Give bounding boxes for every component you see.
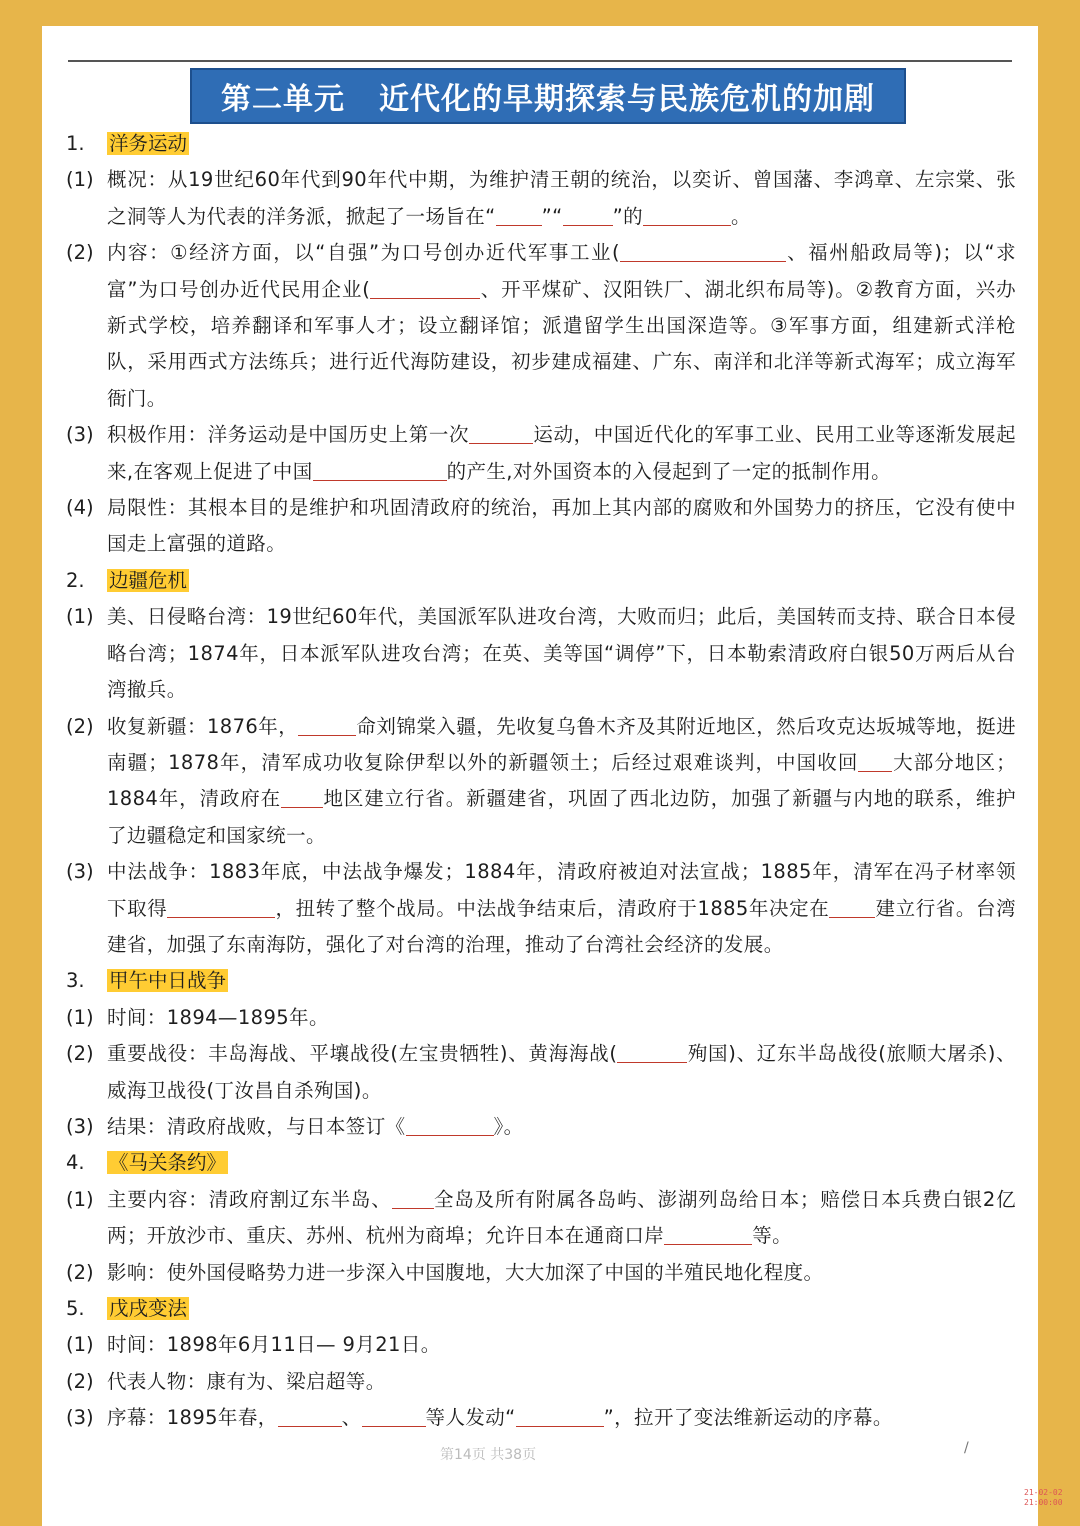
item-text — [107, 1327, 1016, 1363]
item-number: (3) — [66, 1406, 94, 1430]
text-segment: 地区建立行省。新疆建省，巩固了西北边防，加强了新疆与内地的联系，维护了边疆稳定和国家统一。 — [107, 787, 1016, 847]
list-item — [66, 1000, 1016, 1036]
item-text — [107, 854, 1016, 963]
item-number: (1) — [66, 1005, 94, 1029]
list-item — [66, 709, 1016, 855]
item-text — [107, 162, 1016, 235]
item-text — [107, 1364, 1016, 1400]
list-item — [66, 162, 1016, 235]
text-segment: 等人发动“ — [425, 1406, 516, 1430]
fill-blank[interactable] — [829, 895, 875, 918]
item-text — [107, 417, 1016, 490]
text-segment: 内容：①经济方面，以“自强”为口号创办近代军事工业( — [107, 241, 621, 265]
text-segment: ”“ — [541, 204, 563, 228]
text-segment: 影响：使外国侵略势力进一步深入中国腹地，大大加深了中国的半殖民地化程度。 — [107, 1260, 824, 1284]
fill-blank[interactable] — [469, 421, 533, 444]
item-text — [107, 1109, 1016, 1145]
text-segment: 收复新疆：1876年， — [107, 714, 299, 738]
section-title: 边疆危机 — [109, 568, 188, 592]
text-segment: 局限性：其根本目的是维护和巩固清政府的统治，再加上其内部的腐败和外国势力的挤压，它没有使中国走上富强的道路。 — [107, 496, 1016, 556]
section-heading — [66, 1291, 1016, 1327]
section-title: 《马关条约》 — [109, 1151, 227, 1175]
section-number: 3. — [66, 969, 85, 993]
fill-blank[interactable] — [278, 1404, 342, 1427]
unit-title-number: 第二单元 — [221, 82, 345, 117]
text-segment: ”，拉开了变法维新运动的序幕。 — [603, 1406, 893, 1430]
list-item — [66, 490, 1016, 563]
text-segment: 主要内容：清政府割辽东半岛、 — [107, 1187, 392, 1211]
page-mark: / — [964, 1440, 969, 1456]
text-segment: 》。 — [493, 1114, 524, 1138]
unit-title-text: 近代化的早期探索与民族危机的加剧 — [379, 82, 875, 117]
fill-blank[interactable] — [664, 1222, 752, 1245]
fill-blank[interactable] — [281, 785, 323, 808]
item-number: (4) — [66, 496, 94, 520]
item-number: (3) — [66, 860, 94, 884]
item-text — [107, 1036, 1016, 1109]
text-segment: 运动，中国近代化的军事工业、民用工业等逐渐发展起来,在客观上促进了中国 — [107, 423, 1016, 483]
fill-blank[interactable] — [858, 749, 892, 772]
text-segment: 殉国)、辽东半岛战役(旅顺大屠杀)、威海卫战役(丁汝昌自杀殉国)。 — [107, 1042, 1017, 1102]
section-title: 甲午中日战争 — [109, 969, 227, 993]
item-number: (2) — [66, 1260, 94, 1284]
unit-title — [190, 68, 906, 124]
fill-blank[interactable] — [516, 1404, 604, 1427]
list-item — [66, 1182, 1016, 1255]
text-segment: ，扭转了整个战局。中法战争结束后，清政府于1885年决定在 — [275, 896, 830, 920]
section-heading — [66, 126, 1016, 162]
list-item — [66, 599, 1016, 708]
text-segment: 概况：从19世纪60年代到90年代中期，为维护清王朝的统治，以奕䜣、曾国藩、李鸿章、左宗棠、张之洞等人为代表的洋务派，掀起了一场旨在“ — [107, 168, 1016, 228]
list-item — [66, 1400, 1016, 1436]
fill-blank[interactable] — [392, 1186, 434, 1209]
fill-blank[interactable] — [496, 203, 542, 226]
fill-blank[interactable] — [370, 276, 480, 299]
list-item — [66, 1364, 1016, 1400]
top-rule — [68, 60, 1012, 62]
text-segment: 、福州船政局等)；以“求富”为口号创办近代民用企业( — [107, 241, 1016, 301]
text-segment: 大部分地区；1884年，清政府在 — [107, 750, 1017, 811]
text-segment: 命刘锦棠入疆，先收复乌鲁木齐及其附近地区，然后攻克达坂城等地，挺进南疆；1878年，清军成功收复除伊犁以外的新疆领土；后经过艰难谈判，中国收回 — [107, 714, 1016, 774]
item-text — [107, 490, 1016, 563]
section-title: 洋务运动 — [109, 132, 188, 155]
text-segment: 代表人物：康有为、梁启超等。 — [107, 1369, 386, 1393]
text-segment: 中法战争：1883年底，中法战争爆发；1884年，清政府被迫对法宣战；1885年，清军在冯子材率领下取得 — [107, 860, 1016, 920]
item-number: (1) — [66, 605, 94, 629]
section-number: 5. — [66, 1297, 85, 1320]
item-number: (1) — [66, 168, 94, 192]
timestamp-stamp: 21-02-02 21:00:00 — [1024, 1488, 1063, 1507]
list-item — [66, 1327, 1016, 1363]
text-segment: 、 — [341, 1406, 362, 1430]
text-segment: 全岛及所有附属各岛屿、澎湖列岛给日本；赔偿日本兵费白银2亿两；开放沙市、重庆、苏州、杭州为商埠；允许日本在通商口岸 — [107, 1187, 1016, 1248]
item-text — [107, 1400, 1016, 1436]
item-text — [107, 599, 1016, 708]
item-number: (2) — [66, 1369, 94, 1393]
list-item — [66, 1255, 1016, 1291]
item-text — [107, 1182, 1016, 1255]
item-number: (1) — [66, 1333, 94, 1357]
list-item — [66, 854, 1016, 963]
text-segment: 的产生,对外国资本的入侵起到了一定的抵制作用。 — [446, 459, 892, 483]
section-number: 2. — [66, 568, 85, 592]
text-segment: ”的 — [612, 204, 644, 228]
text-segment: 。 — [731, 204, 751, 228]
fill-blank[interactable] — [406, 1113, 494, 1136]
fill-blank[interactable] — [643, 203, 731, 226]
fill-blank[interactable] — [313, 458, 447, 481]
item-number: (2) — [66, 714, 94, 738]
fill-blank[interactable] — [563, 203, 613, 226]
text-segment: 时间：1898年6月11日— 9月21日。 — [107, 1333, 441, 1357]
list-item — [66, 1109, 1016, 1145]
list-item — [66, 417, 1016, 490]
item-text — [107, 1255, 1016, 1291]
text-segment: 积极作用：洋务运动是中国历史上第一次 — [107, 423, 470, 447]
section-heading — [66, 563, 1016, 599]
item-number: (3) — [66, 1114, 94, 1138]
fill-blank[interactable] — [362, 1404, 426, 1427]
text-segment: 、开平煤矿、汉阳铁厂、湖北织布局等)。②教育方面，兴办新式学校，培养翻译和军事人才；设立翻译馆；派遣留学生出国深造等。③军事方面，组建新式洋枪队，采用西式方法练兵；进行近代海防建设，初步建成福建、广东、南洋和北洋等新式海军；成立海军衙门。 — [107, 277, 1017, 410]
section-number: 1. — [66, 132, 85, 155]
item-number: (2) — [66, 1042, 94, 1066]
section-number: 4. — [66, 1151, 85, 1175]
item-text — [107, 235, 1016, 417]
section-heading — [66, 1145, 1016, 1181]
item-number: (3) — [66, 423, 94, 447]
text-segment: 结果：清政府战败，与日本签订《 — [107, 1114, 406, 1138]
text-segment: 序幕：1895年春， — [107, 1406, 278, 1430]
fill-blank[interactable] — [620, 239, 786, 262]
text-segment: 等。 — [752, 1224, 793, 1248]
section-heading — [66, 963, 1016, 999]
text-segment: 美、日侵略台湾：19世纪60年代，美国派军队进攻台湾，大败而归；此后，美国转而支持、联合日本侵略台湾；1874年，日本派军队进攻台湾；在英、美等国“调停”下，日本勒索清政府白银50万两后从台湾撤兵。 — [107, 605, 1016, 702]
item-number: (1) — [66, 1187, 94, 1211]
document-page — [42, 26, 1038, 1526]
fill-blank[interactable] — [617, 1040, 687, 1063]
text-segment: 重要战役：丰岛海战、平壤战役(左宝贵牺牲)、黄海海战( — [107, 1042, 618, 1066]
item-text — [107, 1000, 1016, 1036]
text-segment: 时间：1894—1895年。 — [107, 1005, 329, 1029]
list-item — [66, 1036, 1016, 1109]
fill-blank[interactable] — [298, 713, 356, 736]
fill-blank[interactable] — [167, 895, 275, 918]
list-item — [66, 235, 1016, 417]
page-footer: 第14页 共38页 — [440, 1447, 537, 1463]
worksheet-content — [66, 126, 1016, 1437]
item-text — [107, 709, 1016, 855]
item-number: (2) — [66, 241, 94, 265]
text-segment: 建立行省。台湾建省，加强了东南海防，强化了对台湾的治理，推动了台湾社会经济的发展。 — [107, 896, 1017, 956]
section-title: 戊戌变法 — [109, 1297, 188, 1320]
